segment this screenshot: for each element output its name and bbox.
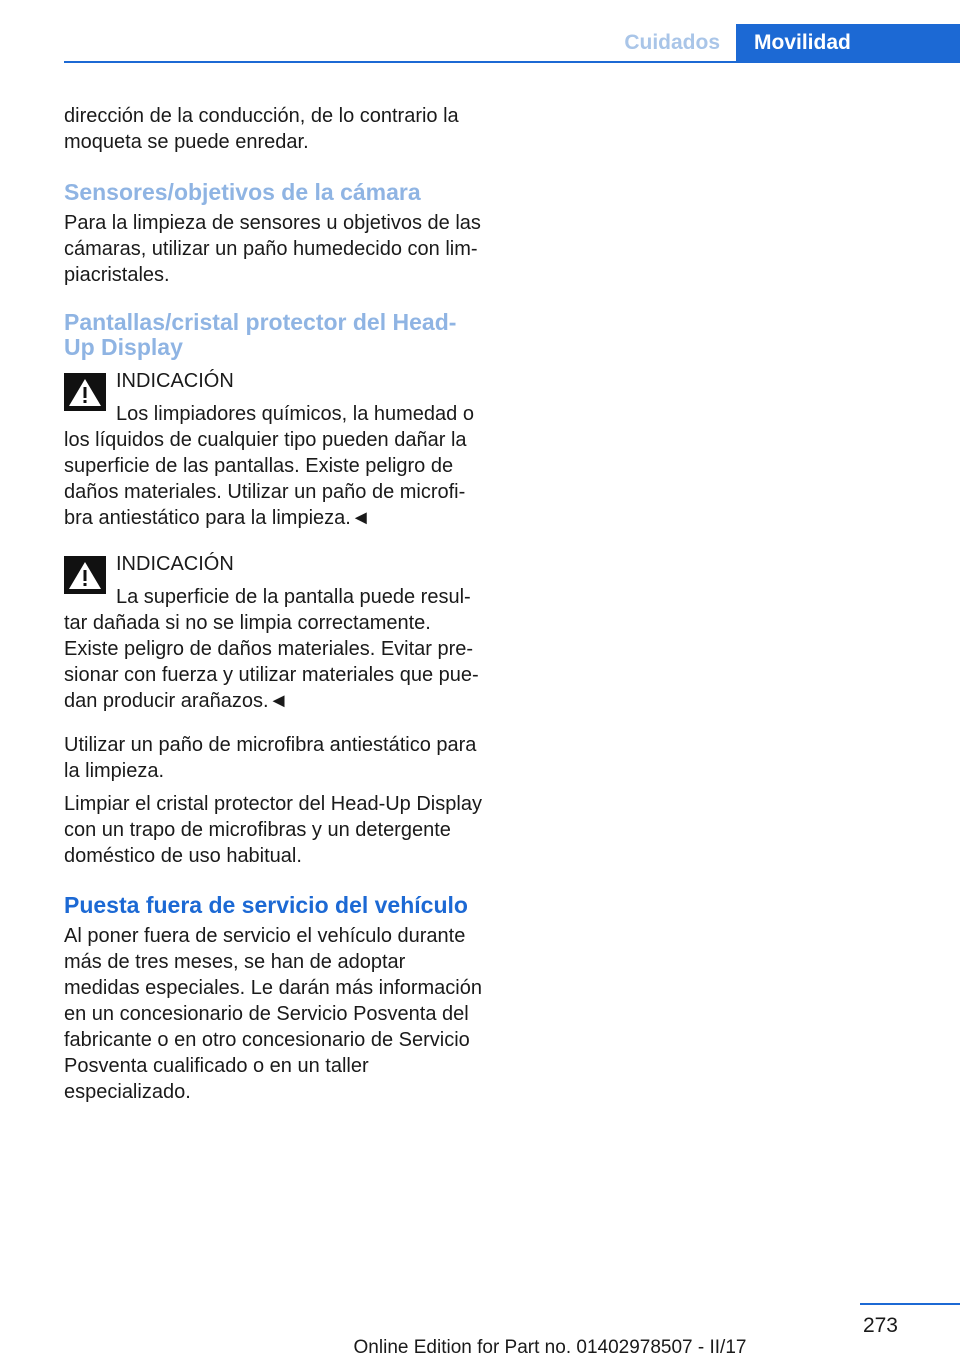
warning-block — [64, 368, 482, 531]
puesta-paragraph: Al poner fuera de servicio el vehículo durante más de tres meses, se han de adoptar medidas especiales. Le darán más información en un concesionario de Servicio Posventa del fabricante o en otro concesionario de Servicio Posventa cualificado o en un taller especializado. — [64, 925, 482, 1103]
warning-triangle-icon — [64, 373, 106, 411]
footer-edition — [0, 1337, 960, 1359]
warning-title: INDICACIÓN — [116, 370, 234, 392]
warning-block — [64, 551, 482, 714]
header-divider — [64, 61, 960, 63]
warning-text: La superficie de la pantalla puede resultar dañada si no se limpia correctamente. Existe peligro de daños materiales. Evitar presionar con fuerza y utilizar materiales que puedan producir arañazos.◄ — [64, 586, 479, 712]
warning-triangle-icon — [64, 556, 106, 594]
header-tabs — [604, 24, 960, 62]
page-number: 273 — [862, 1314, 898, 1337]
heading-pantallas: Pantallas/cristal protector del Head-Up Display — [64, 309, 457, 360]
tab-movilidad[interactable]: Movilidad — [736, 24, 960, 62]
sensores-paragraph: Para la limpieza de sensores u objetivos de las cámaras, utilizar un paño humedecido con limpiacristales. — [64, 212, 481, 286]
heading-sensores: Sensores/objetivos de la cámara — [64, 179, 421, 205]
warning-text: Los limpiadores químicos, la humedad o los líquidos de cualquier tipo pueden dañar la superficie de las pantallas. Existe peligro de daños materiales. Utilizar un paño de microfibra antiestático para la limpieza.◄ — [64, 403, 474, 529]
page-number-rule — [860, 1303, 960, 1305]
tab-cuidados[interactable]: Cuidados — [624, 31, 720, 54]
heading-puesta-fuera-servicio: Puesta fuera de servicio del vehículo — [64, 892, 468, 918]
intro-paragraph: dirección de la conducción, de lo contrario la moqueta se puede enredar. — [64, 105, 459, 153]
main-content — [64, 103, 482, 1105]
warning-title: INDICACIÓN — [116, 553, 234, 575]
footer-edition-text: Online Edition for Part no. 01402978507 - II/17 — [353, 1337, 747, 1358]
pantallas-paragraph-1: Utilizar un paño de microfibra antiestático para la limpieza. — [64, 734, 477, 782]
pantallas-paragraph-2: Limpiar el cristal protector del Head-Up Display con un trapo de microfibras y un detergente doméstico de uso habitual. — [64, 793, 482, 867]
